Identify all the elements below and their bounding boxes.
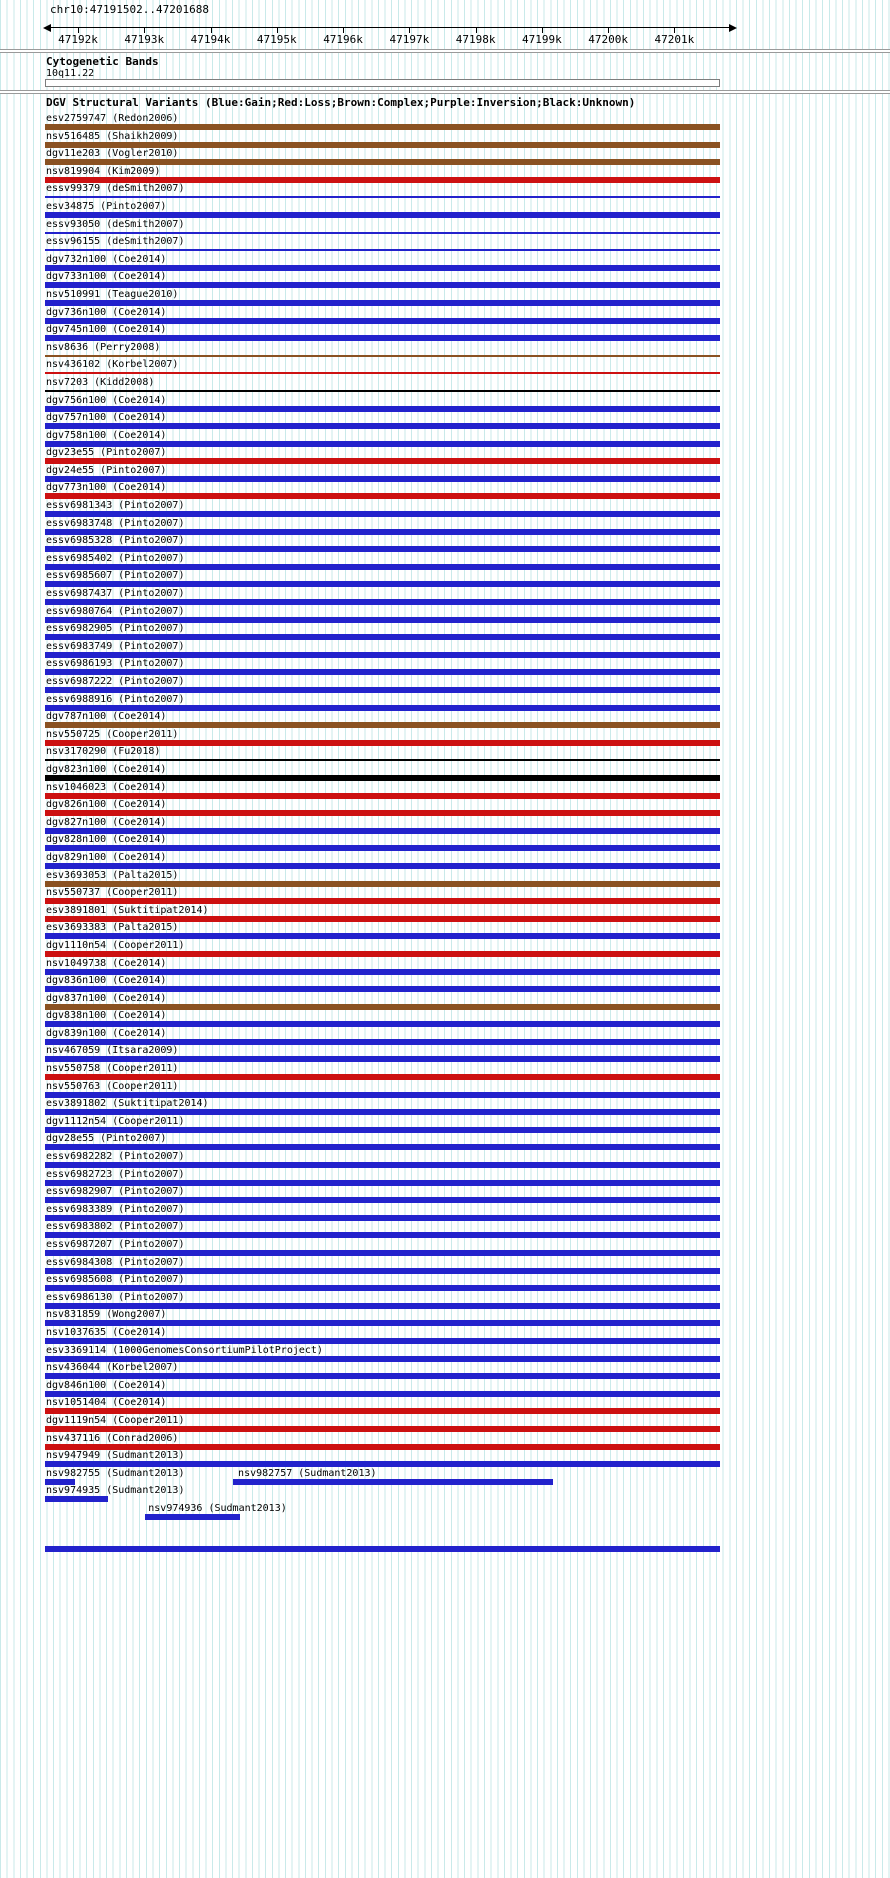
variant-row [0,1257,890,1275]
region-title: chr10:47191502..47201688 [50,3,209,16]
variant-bar-unknown[interactable] [45,759,720,761]
variant-bar-gain[interactable] [45,1461,720,1467]
variant-label[interactable]: essv6985607 (Pinto2007) [46,570,185,582]
variant-bar-gain[interactable] [45,1303,720,1309]
variant-label[interactable]: essv6983748 (Pinto2007) [46,517,185,529]
variant-row [0,887,890,905]
variant-row [0,588,890,606]
variant-row [0,1521,890,1535]
variant-row [0,1380,890,1398]
variant-bar-loss[interactable] [45,916,720,922]
variant-row [0,1151,890,1169]
variant-label[interactable]: dgv826n100 (Coe2014) [46,799,167,811]
variant-row [0,1397,890,1415]
variant-bar-complex[interactable] [45,722,720,728]
variant-row [0,1415,890,1433]
variant-bar-loss[interactable] [45,177,720,183]
variant-row [0,254,890,272]
variant-label[interactable]: dgv823n100 (Coe2014) [46,763,167,775]
variant-row [0,570,890,588]
variant-row [0,870,890,888]
variant-row [0,535,890,553]
variant-bar-loss[interactable] [45,898,720,904]
variant-row [0,975,890,993]
variant-bar-gain[interactable] [45,933,720,939]
variant-row [0,905,890,923]
variant-label[interactable]: essv96155 (deSmith2007) [46,236,185,248]
variant-label[interactable]: nsv1049738 (Coe2014) [46,957,167,969]
variant-bar-gain[interactable] [45,249,720,251]
variant-label[interactable]: nsv437116 (Conrad2006) [46,1432,179,1444]
variant-label[interactable]: dgv1110n54 (Cooper2011) [46,939,185,951]
variant-label[interactable]: nsv974936 (Sudmant2013) [148,1502,287,1514]
variant-label[interactable]: nsv436044 (Korbel2007) [46,1362,179,1374]
variant-bar-gain[interactable] [45,564,720,570]
variant-row [0,377,890,395]
cytogenetic-section-title: Cytogenetic Bands [46,55,159,68]
variant-row [0,166,890,184]
variant-row [0,359,890,377]
variant-label[interactable]: nsv467059 (Itsara2009) [46,1045,179,1057]
variant-row [0,641,890,659]
variant-bar-loss[interactable] [45,793,720,799]
variant-label[interactable]: dgv837n100 (Coe2014) [46,992,167,1004]
variant-label[interactable]: essv99379 (deSmith2007) [46,183,185,195]
variant-row [0,711,890,729]
variant-bar-gain[interactable] [45,232,720,234]
variant-row [0,219,890,237]
variant-bar-complex[interactable] [45,124,720,130]
variant-bar-gain[interactable] [45,986,720,992]
variant-row [0,694,890,712]
variant-label[interactable]: essv6985402 (Pinto2007) [46,552,185,564]
variant-label[interactable]: nsv982755 (Sudmant2013) [46,1467,185,1479]
variant-label[interactable]: essv6986130 (Pinto2007) [46,1291,185,1303]
variant-row [0,1362,890,1380]
ruler-tick-label: 47199k [521,33,562,46]
variant-row [0,1274,890,1292]
variant-label[interactable]: dgv736n100 (Coe2014) [46,306,167,318]
variant-bar-gain[interactable] [45,511,720,517]
variant-label[interactable]: nsv831859 (Wong2007) [46,1309,167,1321]
variant-row [0,1010,890,1028]
variant-bar-complex[interactable] [45,159,720,165]
variant-label[interactable]: dgv839n100 (Coe2014) [46,1027,167,1039]
variant-row [0,993,890,1011]
variant-label[interactable]: dgv846n100 (Coe2014) [46,1379,167,1391]
variant-bar-gain[interactable] [45,863,720,869]
variant-bar-gain[interactable] [45,282,720,288]
variant-row [0,1468,890,1486]
variant-label[interactable]: essv6985608 (Pinto2007) [46,1274,185,1286]
variant-row [0,676,890,694]
variant-label[interactable]: essv6982282 (Pinto2007) [46,1151,185,1163]
dgv-section-title: DGV Structural Variants (Blue:Gain;Red:Loss;Brown:Complex;Purple:Inversion;Black:Unknown) [46,96,636,109]
variant-row [0,1081,890,1099]
variant-bar-gain[interactable] [45,1320,720,1326]
variant-bar-gain[interactable] [45,1144,720,1150]
variant-label[interactable]: esv3891801 (Suktitipat2014) [46,904,209,916]
variant-row [0,1535,890,1553]
ruler-tick-label: 47192k [58,33,98,46]
variant-bar-gain[interactable] [45,1479,75,1485]
variant-bar-gain[interactable] [45,1092,720,1098]
variant-row [0,1133,890,1151]
variant-bar-gain[interactable] [45,1127,720,1133]
variant-label[interactable]: nsv550763 (Cooper2011) [46,1080,179,1092]
variant-label[interactable]: essv6983802 (Pinto2007) [46,1221,185,1233]
variant-bar-loss[interactable] [45,493,720,499]
variant-bar-gain[interactable] [45,196,720,198]
variant-bar-gain[interactable] [45,1285,720,1291]
variant-bar-loss[interactable] [45,810,720,816]
variant-label[interactable]: nsv7203 (Kidd2008) [46,376,155,388]
variant-bar-gain[interactable] [45,1391,720,1397]
variant-bar-gain[interactable] [45,581,720,587]
variant-label[interactable]: dgv757n100 (Coe2014) [46,412,167,424]
variant-row [0,834,890,852]
variant-label[interactable]: dgv827n100 (Coe2014) [46,816,167,828]
variant-label[interactable]: dgv733n100 (Coe2014) [46,271,167,283]
variant-label[interactable]: esv3693053 (Palta2015) [46,869,179,881]
variant-bar-gain[interactable] [45,1338,720,1344]
variant-label[interactable]: dgv732n100 (Coe2014) [46,253,167,265]
variant-bar-gain[interactable] [45,335,720,341]
variant-bar-gain[interactable] [45,318,720,324]
variant-label[interactable]: essv6988916 (Pinto2007) [46,693,185,705]
variant-bar-gain[interactable] [45,828,720,834]
variant-label[interactable]: essv6983389 (Pinto2007) [46,1203,185,1215]
ruler-tick-label: 47201k [654,33,695,46]
variant-row [0,940,890,958]
variant-label[interactable]: esv3369114 (1000GenomesConsortiumPilotProject) [46,1344,323,1356]
variant-bar-gain[interactable] [45,546,720,552]
variant-bar-gain[interactable] [45,212,720,218]
variant-row [0,606,890,624]
variant-label[interactable]: esv34875 (Pinto2007) [46,200,167,212]
ruler-tick-label: 47198k [455,33,496,46]
variant-label[interactable]: essv6987437 (Pinto2007) [46,588,185,600]
variant-row [0,236,890,254]
ruler-tick-label: 47194k [190,33,231,46]
variant-label[interactable]: dgv787n100 (Coe2014) [46,711,167,723]
variant-row [0,729,890,747]
variant-label[interactable]: essv6987222 (Pinto2007) [46,676,185,687]
variant-label[interactable]: essv6982905 (Pinto2007) [46,623,185,635]
variant-bar-gain[interactable] [45,423,720,429]
variant-bar-gain[interactable] [45,1039,720,1045]
variant-label[interactable]: essv6987207 (Pinto2007) [46,1239,185,1250]
variant-label[interactable]: dgv1119n54 (Cooper2011) [46,1414,185,1426]
variant-label[interactable]: essv6981343 (Pinto2007) [46,500,185,512]
variant-label[interactable]: nsv982757 (Sudmant2013) [238,1467,377,1479]
variant-row [0,1028,890,1046]
variant-bar-gain[interactable] [45,652,720,658]
variant-bar-complex[interactable] [45,1004,720,1010]
variant-label[interactable]: dgv745n100 (Coe2014) [46,324,167,336]
ruler-line [50,27,730,28]
variant-bar-gain[interactable] [45,1215,720,1221]
variant-bar-gain[interactable] [45,845,720,851]
variant-bar-gain[interactable] [45,441,720,447]
variant-label[interactable]: essv6982907 (Pinto2007) [46,1186,185,1198]
variant-label[interactable]: dgv28e55 (Pinto2007) [46,1133,167,1145]
variant-label[interactable]: dgv11e203 (Vogler2010) [46,148,179,160]
variant-row [0,1485,890,1503]
variant-row [0,324,890,342]
variant-bar-gain[interactable] [45,1496,108,1502]
variant-row [0,131,890,149]
variant-row [0,447,890,465]
variant-row [0,922,890,940]
variant-label[interactable]: esv3693383 (Palta2015) [46,922,179,934]
variant-label[interactable]: nsv516485 (Shaikh2009) [46,130,179,142]
variant-row [0,764,890,782]
variant-row [0,1169,890,1187]
variant-row [0,1098,890,1116]
ruler-tick-label: 47193k [124,33,165,46]
variant-label[interactable]: dgv829n100 (Coe2014) [46,851,167,863]
variant-row [0,500,890,518]
variant-bar-gain[interactable] [45,476,720,482]
variant-label[interactable]: esv3891802 (Suktitipat2014) [46,1098,209,1110]
variant-bar-gain[interactable] [45,1109,720,1115]
variant-bar-loss[interactable] [45,1426,720,1432]
variant-bar-gain[interactable] [145,1514,240,1520]
variant-bar-gain[interactable] [45,969,720,975]
variant-bar-loss[interactable] [45,1408,720,1414]
variant-bar-gain[interactable] [45,406,720,412]
variant-row [0,289,890,307]
variant-bar-complex[interactable] [45,355,720,357]
variant-row [0,1292,890,1310]
variant-label[interactable]: nsv1037635 (Coe2014) [46,1326,167,1338]
variant-label[interactable]: nsv1046023 (Coe2014) [46,781,167,793]
variant-label[interactable]: nsv510991 (Teague2010) [46,288,179,300]
ruler-tick-label: 47196k [323,33,363,46]
variant-row [0,1450,890,1468]
variant-row [0,1309,890,1327]
cytoband[interactable] [45,79,720,87]
variant-bar-gain[interactable] [45,1232,720,1238]
variant-row [0,201,890,219]
variant-label[interactable]: essv6980764 (Pinto2007) [46,605,185,617]
variant-bar-gain[interactable] [45,1056,720,1062]
variant-label[interactable]: nsv550725 (Cooper2011) [46,728,179,740]
variant-bar-gain[interactable] [45,1546,720,1552]
variant-bar-complex[interactable] [45,881,720,887]
variant-label[interactable]: nsv8636 (Perry2008) [46,341,161,353]
variant-row [0,1063,890,1081]
variant-label[interactable]: esv2759747 (Redon2006) [46,113,179,124]
variant-row [0,395,890,413]
variant-row [0,183,890,201]
variant-bar-gain[interactable] [45,1162,720,1168]
variant-row [0,307,890,325]
variant-row [0,658,890,676]
variant-bar-gain[interactable] [45,705,720,711]
variant-label[interactable]: dgv828n100 (Coe2014) [46,834,167,846]
variant-row [0,1327,890,1345]
variant-row [0,1503,890,1521]
variant-bar-loss[interactable] [45,372,720,374]
ruler-tick-label: 47195k [256,33,297,46]
variant-row [0,623,890,641]
ruler-right-arrow-icon [729,24,737,32]
section-divider [0,90,890,94]
variant-row [0,799,890,817]
variant-bar-gain[interactable] [45,1268,720,1274]
variant-bar-gain[interactable] [45,1197,720,1203]
variant-bar-loss[interactable] [45,1074,720,1080]
dgv-variant-track [0,113,890,1552]
variant-bar-gain[interactable] [45,599,720,605]
variant-label[interactable]: essv6986193 (Pinto2007) [46,658,185,670]
ruler-tick-label: 47200k [588,33,628,46]
variant-label[interactable]: nsv3170290 (Fu2018) [46,746,161,758]
variant-row [0,271,890,289]
variant-label[interactable]: essv6984308 (Pinto2007) [46,1256,185,1268]
variant-label[interactable]: dgv836n100 (Coe2014) [46,975,167,987]
variant-row [0,958,890,976]
variant-label[interactable]: nsv550758 (Cooper2011) [46,1063,179,1075]
variant-bar-loss[interactable] [45,458,720,464]
variant-label[interactable]: nsv550737 (Cooper2011) [46,887,179,899]
variant-bar-gain[interactable] [233,1479,553,1485]
variant-bar-gain[interactable] [45,1250,720,1256]
variant-row [0,113,890,131]
variant-bar-gain[interactable] [45,300,720,306]
variant-row [0,1045,890,1063]
variant-bar-loss[interactable] [45,1444,720,1450]
variant-bar-unknown[interactable] [45,775,720,781]
variant-bar-unknown[interactable] [45,390,720,392]
ruler-tick-label: 47197k [389,33,430,46]
variant-label[interactable]: dgv23e55 (Pinto2007) [46,447,167,459]
variant-row [0,553,890,571]
variant-row [0,1433,890,1451]
variant-bar-loss[interactable] [45,740,720,746]
variant-label[interactable]: dgv756n100 (Coe2014) [46,394,167,406]
variant-bar-gain[interactable] [45,687,720,693]
variant-bar-gain[interactable] [45,529,720,535]
variant-label[interactable]: essv6982723 (Pinto2007) [46,1168,185,1180]
cytoband-label: 10q11.22 [46,68,95,79]
variant-row [0,1116,890,1134]
variant-row [0,518,890,536]
variant-label[interactable]: essv6985328 (Pinto2007) [46,535,185,547]
variant-row [0,1345,890,1363]
variant-row [0,412,890,430]
variant-label[interactable]: essv93050 (deSmith2007) [46,218,185,230]
variant-row [0,746,890,764]
variant-bar-loss[interactable] [45,951,720,957]
variant-bar-gain[interactable] [45,1180,720,1186]
variant-bar-gain[interactable] [45,617,720,623]
variant-bar-complex[interactable] [45,142,720,148]
variant-row [0,1239,890,1257]
variant-label[interactable]: dgv758n100 (Coe2014) [46,429,167,441]
variant-label[interactable]: nsv819904 (Kim2009) [46,165,161,177]
variant-row [0,852,890,870]
variant-bar-gain[interactable] [45,1021,720,1027]
variant-row [0,465,890,483]
section-divider [0,49,890,53]
variant-label[interactable]: essv6983749 (Pinto2007) [46,640,185,652]
variant-label[interactable]: dgv24e55 (Pinto2007) [46,464,167,476]
variant-row [0,1204,890,1222]
variant-row [0,1186,890,1204]
variant-bar-gain[interactable] [45,634,720,640]
variant-row [0,430,890,448]
variant-row [0,1221,890,1239]
variant-label[interactable]: dgv773n100 (Coe2014) [46,482,167,494]
coordinate-ruler[interactable] [0,20,890,48]
variant-bar-gain[interactable] [45,265,720,271]
variant-row [0,148,890,166]
variant-label[interactable]: nsv436102 (Korbel2007) [46,359,179,371]
variant-label[interactable]: dgv1112n54 (Cooper2011) [46,1115,185,1127]
variant-row [0,782,890,800]
variant-label[interactable]: dgv838n100 (Coe2014) [46,1010,167,1022]
ruler-left-arrow-icon [43,24,51,32]
variant-bar-gain[interactable] [45,1356,720,1362]
variant-bar-gain[interactable] [45,669,720,675]
variant-label[interactable]: nsv974935 (Sudmant2013) [46,1485,185,1497]
variant-row [0,342,890,360]
variant-row [0,817,890,835]
variant-row [0,482,890,500]
variant-bar-gain[interactable] [45,1373,720,1379]
variant-label[interactable]: nsv1051404 (Coe2014) [46,1397,167,1409]
variant-label[interactable]: nsv947949 (Sudmant2013) [46,1450,185,1462]
